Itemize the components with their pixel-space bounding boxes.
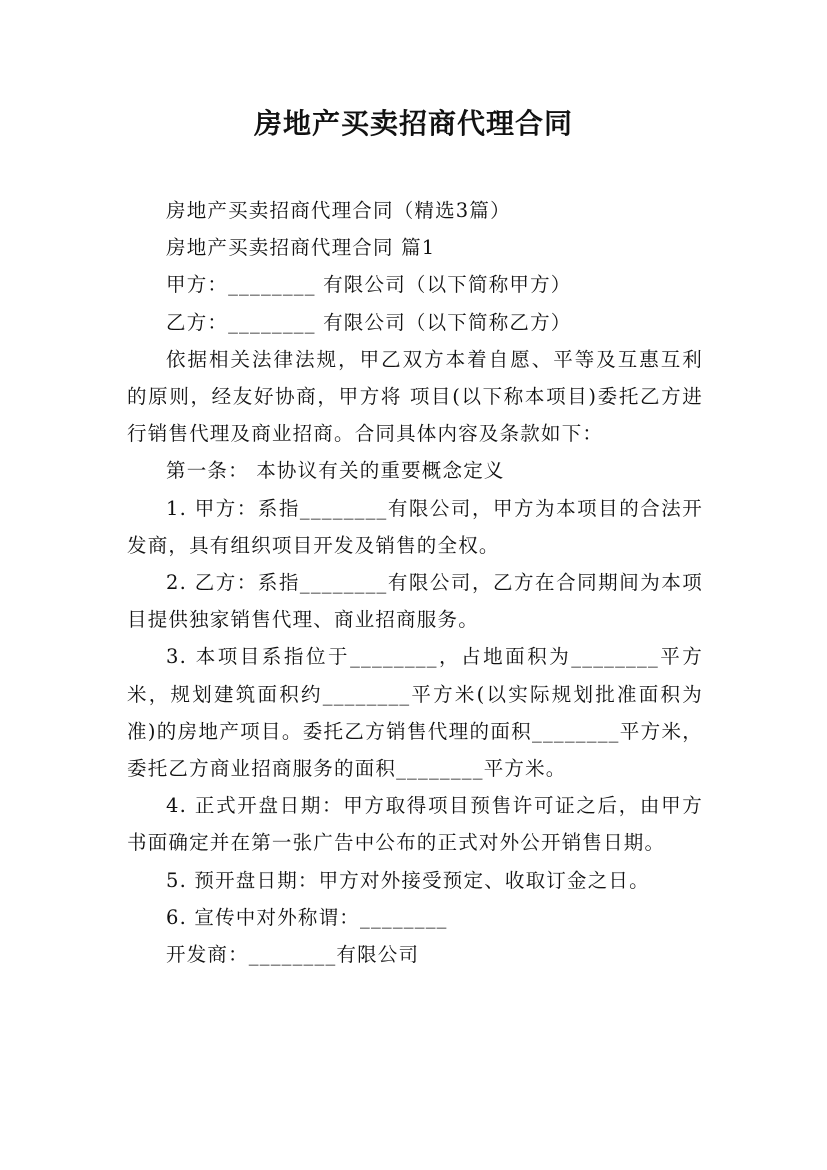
paragraph-clause-5: 5. 预开盘日期：甲方对外接受预定、收取订金之日。	[166, 868, 650, 892]
paragraph-clause-6: 6. 宣传中对外称谓：________	[166, 905, 448, 929]
paragraph-section-heading: 房地产买卖招商代理合同 篇1	[166, 236, 436, 260]
paragraph-party-a: 甲方：________ 有限公司（以下简称甲方）	[166, 273, 572, 297]
document-title: 房地产买卖招商代理合同	[253, 107, 573, 140]
paragraph-developer: 开发商：________有限公司	[166, 943, 420, 967]
paragraph-clause-1: 1. 甲方：系指________有限公司，甲方为本项目的合法开发商，具有组织项目开发及销售的全权。	[127, 496, 703, 557]
paragraph-clause-3: 3. 本项目系指位于________，占地面积为________平方米，规划建筑面积约________平方米(以实际规划批准面积为准)的房地产项目。委托乙方销售代理的面积________平方米，委托乙方商业招商服务的面积________平方米。	[127, 645, 703, 781]
paragraph-subtitle: 房地产买卖招商代理合同（精选3篇）	[166, 199, 511, 222]
paragraph-article-1: 第一条： 本协议有关的重要概念定义	[166, 459, 505, 483]
document-body	[127, 192, 703, 973]
paragraph-clause-2: 2. 乙方：系指________有限公司，乙方在合同期间为本项目提供独家销售代理、商业招商服务。	[127, 571, 703, 632]
paragraph-party-b: 乙方：________ 有限公司（以下简称乙方）	[166, 310, 572, 334]
paragraph-preamble: 依据相关法律法规，甲乙双方本着自愿、平等及互惠互利的原则，经友好协商，甲方将 项目(以下称本项目)委托乙方进行销售代理及商业招商。合同具体内容及条款如下：	[127, 347, 703, 446]
paragraph-clause-4: 4. 正式开盘日期：甲方取得项目预售许可证之后，由甲方书面确定并在第一张广告中公布的正式对外公开销售日期。	[127, 794, 703, 855]
